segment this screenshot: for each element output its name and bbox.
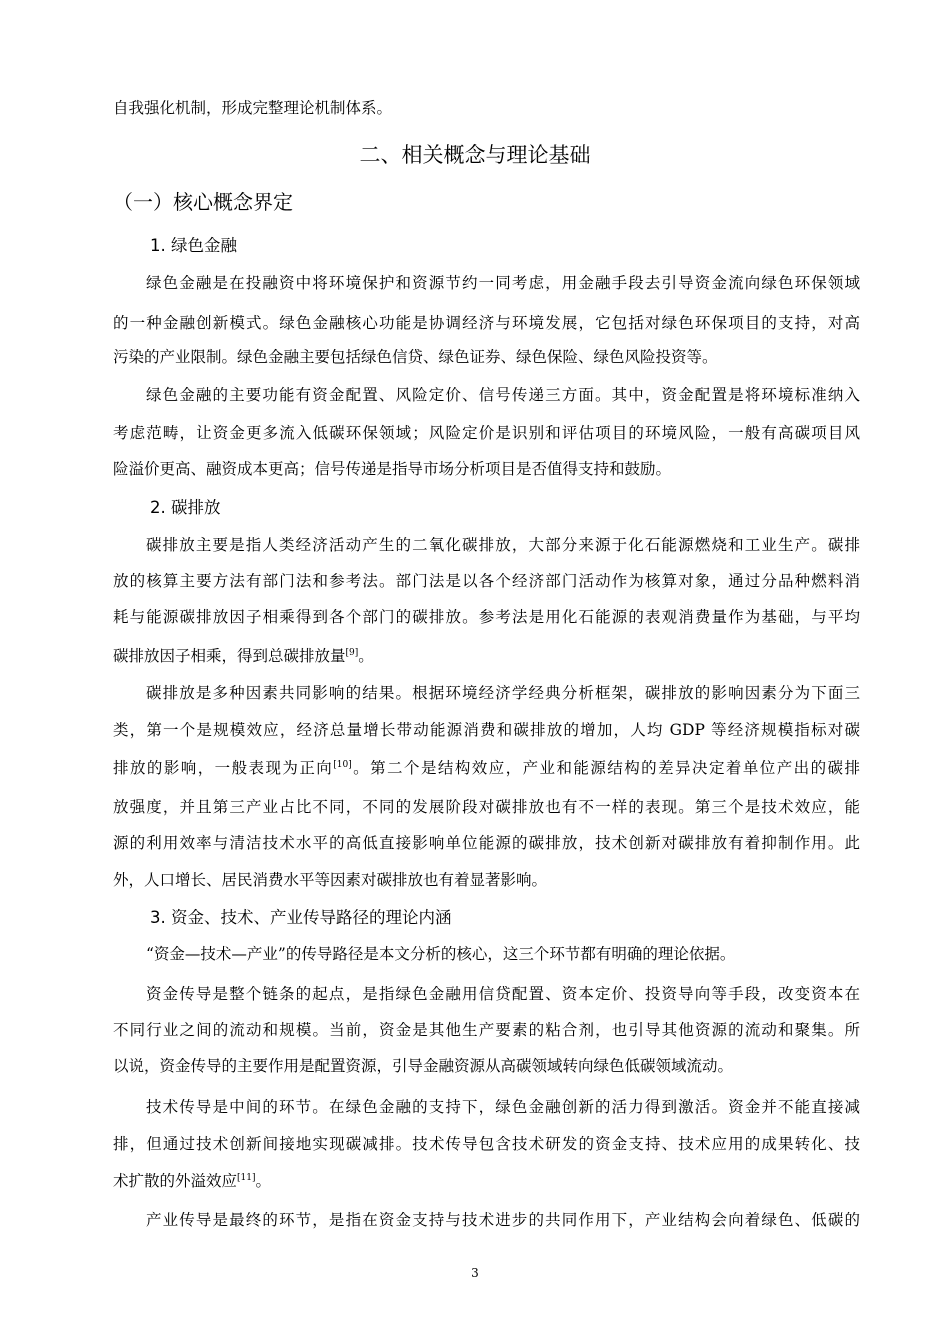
text-line: 险溢价更高、融资成本更高；信号传递是指导市场分析项目是否值得支持和鼓励。 (113, 460, 672, 478)
text-line-with-citation (113, 645, 860, 667)
text-line: 绿色金融的主要功能有资金配置、风险定价、信号传递三方面。其中，资金配置是将环境标准纳入 (146, 386, 860, 404)
text-line: 污染的产业限制。绿色金融主要包括绿色信贷、绿色证券、绿色保险、绿色风险投资等。 (113, 348, 718, 366)
text-run: 术扩散的外溢效应 (113, 1172, 238, 1190)
citation-ref: [9] (345, 648, 359, 658)
citation-ref: [11] (237, 1173, 256, 1183)
text-line-with-citation (113, 1170, 860, 1192)
citation-ref: [10] (333, 760, 352, 770)
text-line: 自我强化机制，形成完整理论机制体系。 (113, 99, 393, 117)
text-line: 排，但通过技术创新间接地实现碳减排。技术传导包含技术研发的资金支持、技术应用的成果转化、技 (113, 1135, 860, 1153)
text-line: 不同行业之间的流动和规模。当前，资金是其他生产要素的粘合剂，也引导其他资源的流动和聚集。所 (113, 1021, 860, 1039)
subsubsection-heading-carbon-emission: 2. 碳排放 (150, 498, 221, 517)
subsection-heading: （一）核心概念界定 (113, 190, 293, 214)
page-number: 3 (471, 1266, 479, 1280)
section-heading: 二、相关概念与理论基础 (359, 143, 591, 167)
text-line: 考虑范畴，让资金更多流入低碳环保领域；风险定价是识别和评估项目的环境风险，一般有高碳项目风 (113, 424, 860, 442)
text-run: 。 (255, 1172, 272, 1190)
text-run: 。 (358, 647, 374, 665)
text-line: 资金传导是整个链条的起点，是指绿色金融用信贷配置、资本定价、投资导向等手段，改变资本在 (146, 985, 860, 1003)
text-line: 碳排放是多种因素共同影响的结果。根据环境经济学经典分析框架，碳排放的影响因素分为下面三 (146, 684, 860, 702)
text-line-with-citation (113, 757, 860, 779)
text-run: 排放的影响，一般表现为正向 (113, 759, 334, 777)
subsubsection-heading-green-finance: 1. 绿色金融 (150, 236, 237, 255)
text-line: 放的核算主要方法有部门法和参考法。部门法是以各个经济部门活动作为核算对象，通过分品种燃料消 (113, 572, 860, 590)
text-line: 技术传导是中间的环节。在绿色金融的支持下，绿色金融创新的活力得到激活。资金并不能直接减 (146, 1098, 860, 1116)
text-run: 。第二个是结构效应，产业和能源结构的差异决定着单位产出的碳排 (351, 759, 860, 777)
text-line: “资金—技术—产业”的传导路径是本文分析的核心，这三个环节都有明确的理论依据。 (146, 945, 736, 963)
text-line: 绿色金融是在投融资中将环境保护和资源节约一同考虑，用金融手段去引导资金流向绿色环保领域 (146, 274, 860, 292)
text-line: 放强度，并且第三产业占比不同，不同的发展阶段对碳排放也有不一样的表现。第三个是技术效应，能 (113, 798, 860, 816)
text-line: 外，人口增长、居民消费水平等因素对碳排放也有着显著影响。 (113, 871, 548, 889)
text-line: 以说，资金传导的主要作用是配置资源，引导金融资源从高碳领域转向绿色低碳领域流动。 (113, 1057, 734, 1075)
text-line: 耗与能源碳排放因子相乘得到各个部门的碳排放。参考法是用化石能源的表观消费量作为基础，与平均 (113, 608, 860, 626)
text-line: 的一种金融创新模式。绿色金融核心功能是协调经济与环境发展，它包括对绿色环保项目的支持，对高 (113, 314, 860, 332)
text-line: 产业传导是最终的环节，是指在资金支持与技术进步的共同作用下，产业结构会向着绿色、低碳的 (146, 1211, 860, 1229)
text-run: 碳排放因子相乘，得到总碳排放量 (113, 647, 346, 665)
text-line: 类，第一个是规模效应，经济总量增长带动能源消费和碳排放的增加，人均 GDP 等经济规模指标对碳 (113, 721, 860, 739)
text-line: 碳排放主要是指人类经济活动产生的二氧化碳排放，大部分来源于化石能源燃烧和工业生产。碳排 (146, 536, 860, 554)
text-line: 源的利用效率与清洁技术水平的高低直接影响单位能源的碳排放，技术创新对碳排放有着抑制作用。此 (113, 834, 860, 852)
subsubsection-heading-transmission-path: 3. 资金、技术、产业传导路径的理论内涵 (150, 908, 452, 927)
